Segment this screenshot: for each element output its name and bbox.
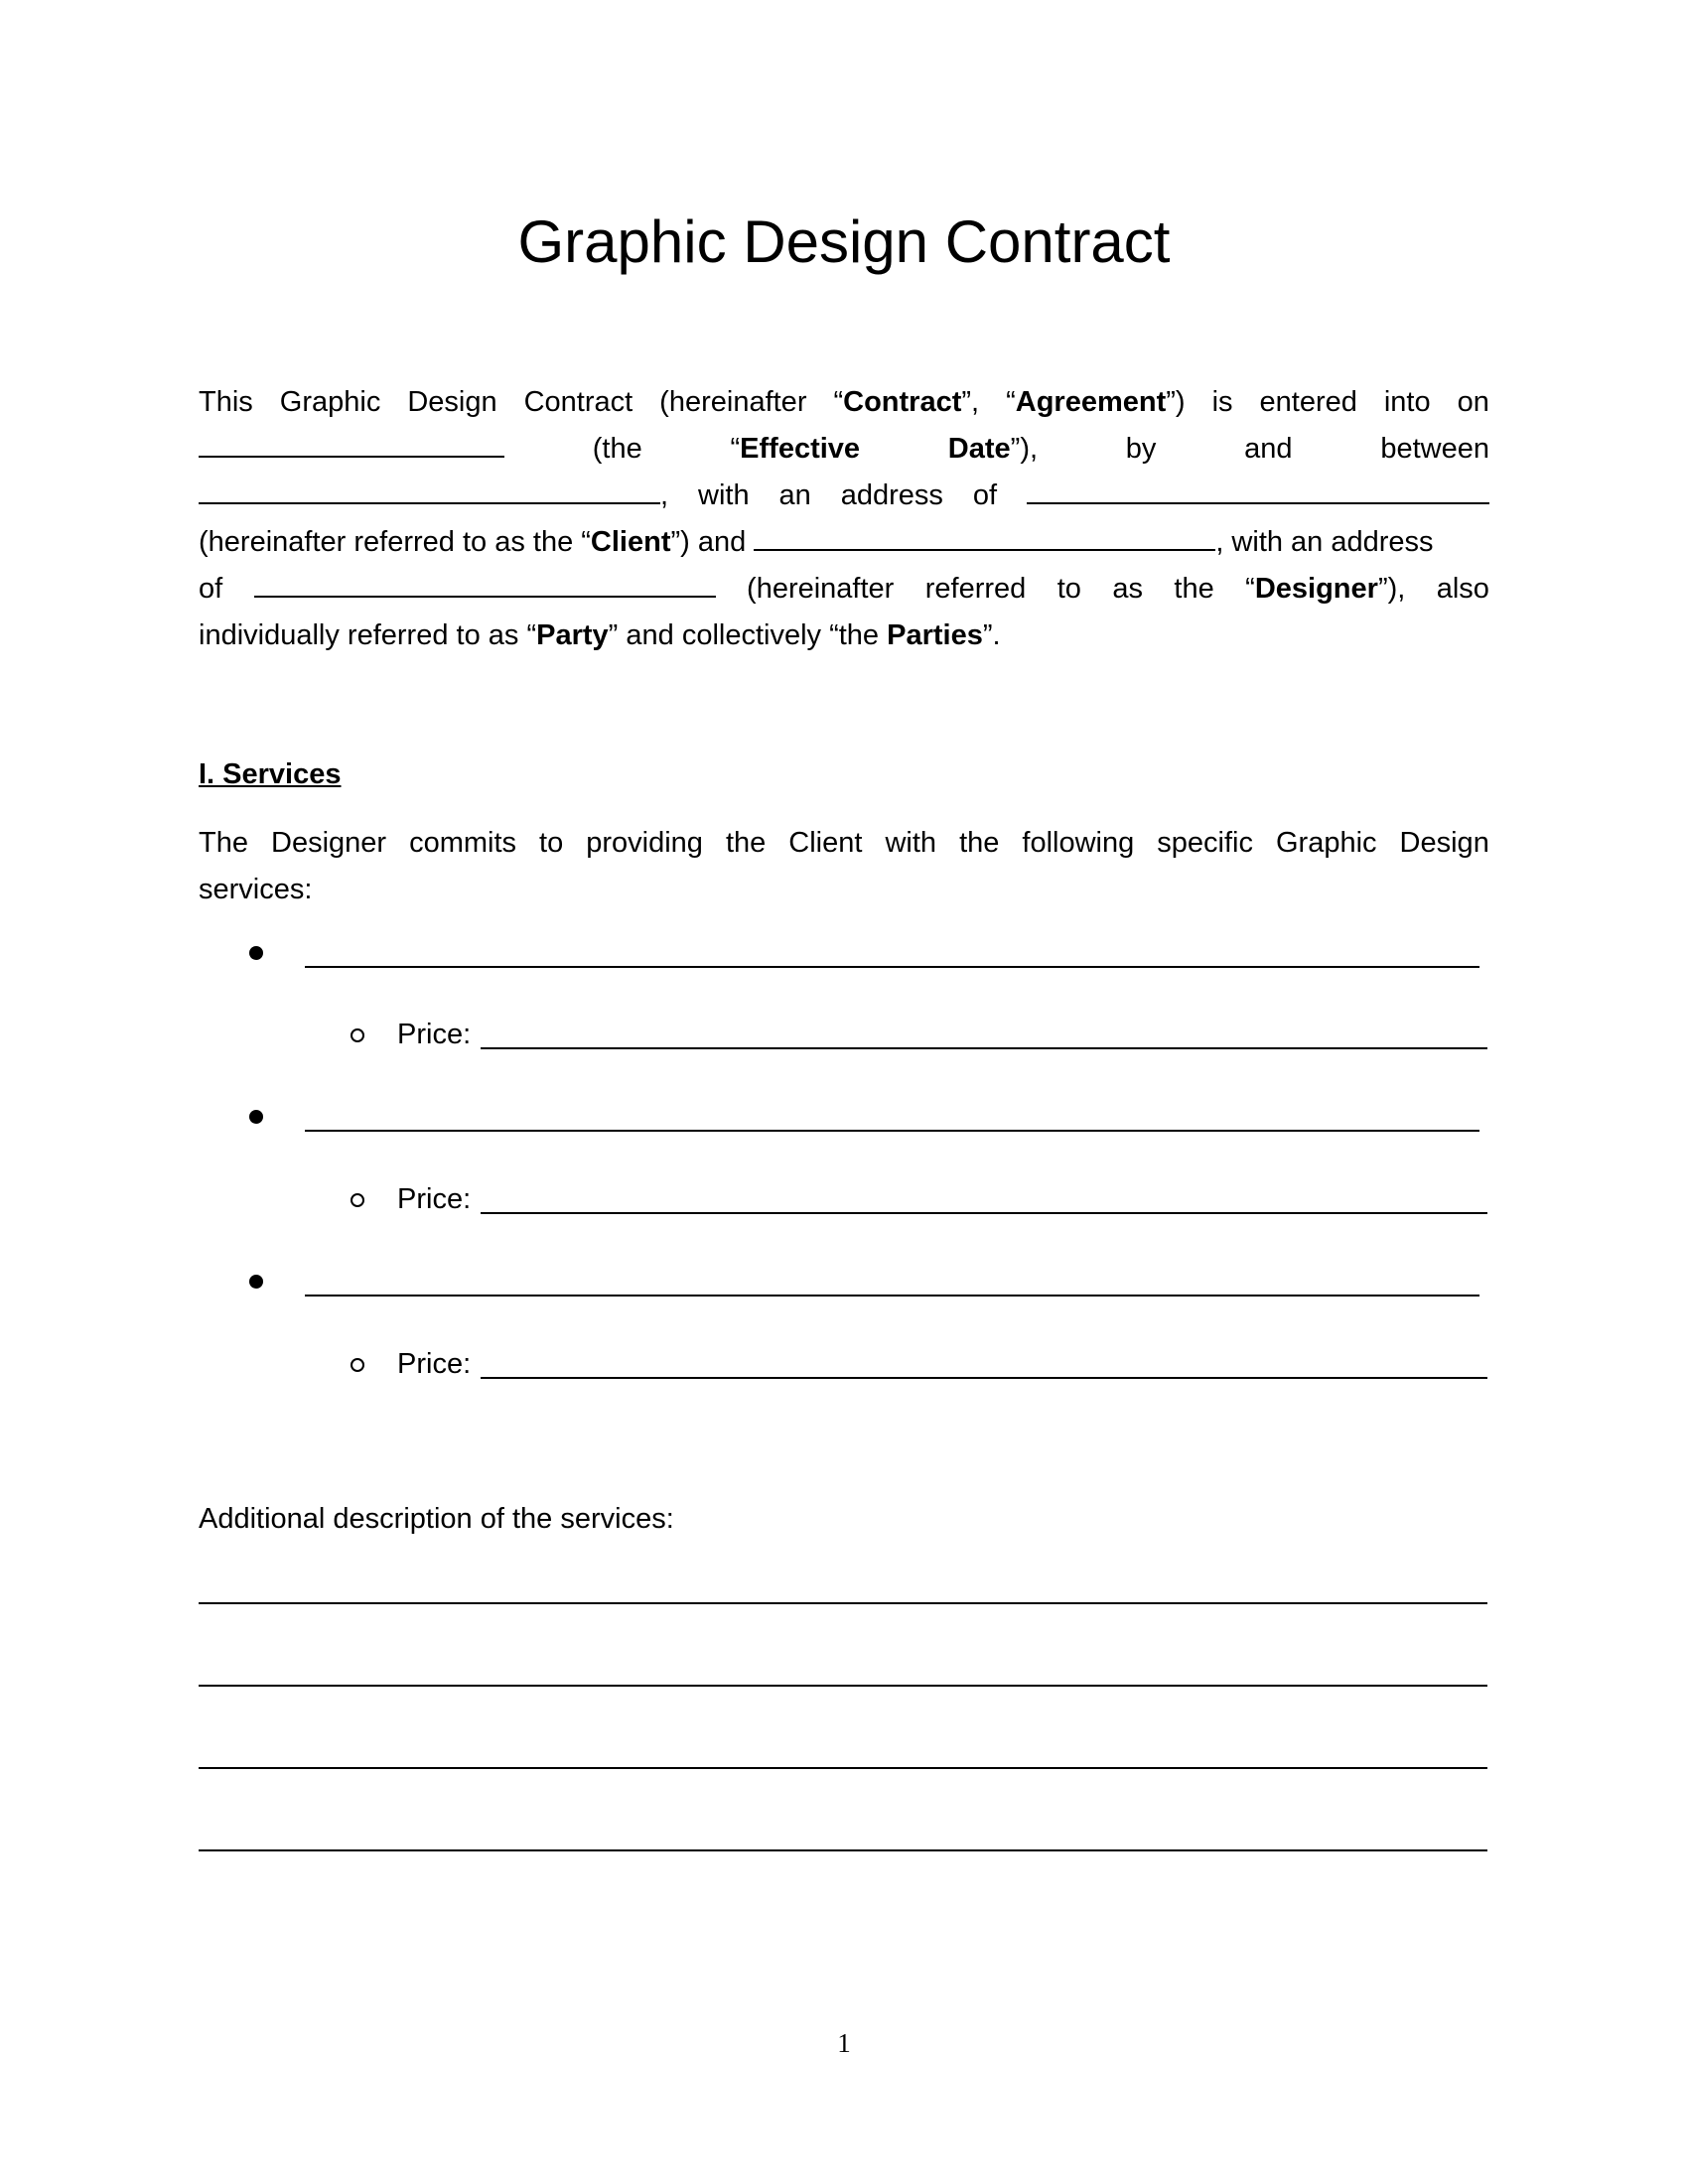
intro-text: of <box>972 479 998 511</box>
intro-text: , <box>660 479 669 511</box>
services-text: specific <box>1157 827 1253 859</box>
effective-date-blank[interactable] <box>199 428 504 458</box>
designer-address-blank[interactable] <box>254 568 716 598</box>
additional-description-blank[interactable] <box>199 1602 1487 1604</box>
services-text: with <box>885 827 937 859</box>
quote-mark: “ <box>730 433 741 465</box>
intro-text: (the <box>592 433 642 465</box>
intro-text: to <box>1056 573 1081 605</box>
effective-term-group <box>730 426 860 473</box>
bullet-icon <box>249 1110 263 1124</box>
intro-text: into <box>1383 386 1431 418</box>
section-heading-services: I. Services <box>199 758 342 790</box>
intro-text: entered <box>1259 386 1357 418</box>
intro-line-3 <box>199 473 1489 519</box>
hollow-bullet-icon <box>351 1193 364 1207</box>
intro-text: ” and collectively “the <box>608 619 888 651</box>
document-title: Graphic Design Contract <box>517 208 1171 275</box>
price-blank[interactable] <box>481 1020 1487 1049</box>
services-text: Design <box>1399 827 1489 859</box>
services-text: following <box>1022 827 1135 859</box>
service-item <box>199 930 1489 977</box>
intro-text: Contract <box>523 386 633 418</box>
intro-text: with <box>698 479 750 511</box>
service-description-blank[interactable] <box>305 1102 1479 1132</box>
intro-text: (hereinafter referred to as the “ <box>199 526 591 558</box>
intro-paragraph <box>199 379 1489 659</box>
intro-text: and <box>1244 433 1293 465</box>
services-text: the <box>959 827 1000 859</box>
intro-text: on <box>1457 386 1489 418</box>
quote-mark: “ <box>1245 573 1255 605</box>
price-blank[interactable] <box>481 1184 1487 1214</box>
service-price-item <box>199 1341 1489 1388</box>
hollow-bullet-icon <box>351 1358 364 1372</box>
quote-mark: ”) <box>1166 386 1186 418</box>
date-term: Date <box>947 433 1011 465</box>
intro-text: individually referred to as “ <box>199 619 537 651</box>
service-item <box>199 1094 1489 1141</box>
intro-text: an <box>778 479 811 511</box>
bullet-icon <box>249 946 263 960</box>
service-description-blank[interactable] <box>305 1267 1479 1297</box>
intro-text: of <box>199 573 223 605</box>
additional-description-blank[interactable] <box>199 1767 1487 1769</box>
services-intro-line-2: services: <box>199 874 313 905</box>
service-price-item <box>199 1176 1489 1223</box>
services-text: commits <box>409 827 517 859</box>
client-clause <box>199 519 1434 566</box>
intro-text: as <box>1112 573 1143 605</box>
service-description-blank[interactable] <box>305 938 1479 968</box>
client-address-blank[interactable] <box>1027 475 1489 504</box>
price-blank[interactable] <box>481 1349 1487 1379</box>
effective-term: Effective <box>740 433 861 465</box>
intro-text: ”. <box>982 619 1001 651</box>
additional-description-label: Additional description of the services: <box>199 1503 674 1535</box>
intro-text: by <box>1125 433 1157 465</box>
contract-term-group <box>833 379 979 426</box>
client-name-blank[interactable] <box>199 475 660 504</box>
intro-text: (hereinafter <box>659 386 807 418</box>
services-text: to <box>539 827 564 859</box>
intro-text: , with an address <box>1215 526 1434 558</box>
bullet-icon <box>249 1275 263 1289</box>
quote-mark: ”), <box>1377 573 1406 605</box>
intro-text: This <box>199 386 253 418</box>
page-number: 1 <box>837 2028 851 2058</box>
intro-text: (hereinafter <box>747 573 895 605</box>
quote-mark: ”), <box>1010 433 1039 465</box>
price-label: Price: <box>397 1019 472 1050</box>
intro-line-2 <box>199 426 1489 473</box>
intro-text: is <box>1211 386 1233 418</box>
client-name-group <box>199 473 668 519</box>
quote-mark: “ <box>833 386 844 418</box>
party-term: Party <box>536 619 609 651</box>
agreement-term-group <box>1006 379 1186 426</box>
designer-term: Designer <box>1254 573 1378 605</box>
additional-description-blank[interactable] <box>199 1849 1487 1851</box>
service-item <box>199 1259 1489 1305</box>
quote-mark: ”, <box>961 386 980 418</box>
intro-line-1 <box>199 379 1489 426</box>
service-price-item <box>199 1012 1489 1058</box>
agreement-term: Agreement <box>1015 386 1167 418</box>
intro-text: between <box>1380 433 1489 465</box>
services-text: the <box>725 827 767 859</box>
services-text: Designer <box>271 827 387 859</box>
designer-term-group <box>1245 566 1405 613</box>
designer-name-blank[interactable] <box>754 521 1215 551</box>
intro-text: also <box>1436 573 1489 605</box>
additional-description-blank[interactable] <box>199 1685 1487 1687</box>
contract-term: Contract <box>843 386 962 418</box>
client-term: Client <box>590 526 671 558</box>
services-intro-paragraph <box>199 820 1489 913</box>
intro-line-5 <box>199 566 1489 613</box>
date-term-group <box>948 426 1038 473</box>
services-intro-line-1 <box>199 820 1489 867</box>
price-label: Price: <box>397 1348 472 1380</box>
intro-line-4 <box>199 519 1489 566</box>
intro-line-6 <box>199 613 1489 659</box>
intro-text: address <box>840 479 943 511</box>
intro-text: Graphic <box>279 386 381 418</box>
price-label: Price: <box>397 1183 472 1215</box>
services-text: Client <box>788 827 863 859</box>
quote-mark: “ <box>1006 386 1016 418</box>
services-text: The <box>199 827 248 859</box>
intro-text: ”) and <box>670 526 755 558</box>
hollow-bullet-icon <box>351 1028 364 1042</box>
services-text: providing <box>586 827 703 859</box>
intro-text: the <box>1174 573 1214 605</box>
intro-text: referred <box>924 573 1027 605</box>
intro-text: Design <box>407 386 497 418</box>
parties-term: Parties <box>887 619 983 651</box>
services-text: Graphic <box>1275 827 1377 859</box>
